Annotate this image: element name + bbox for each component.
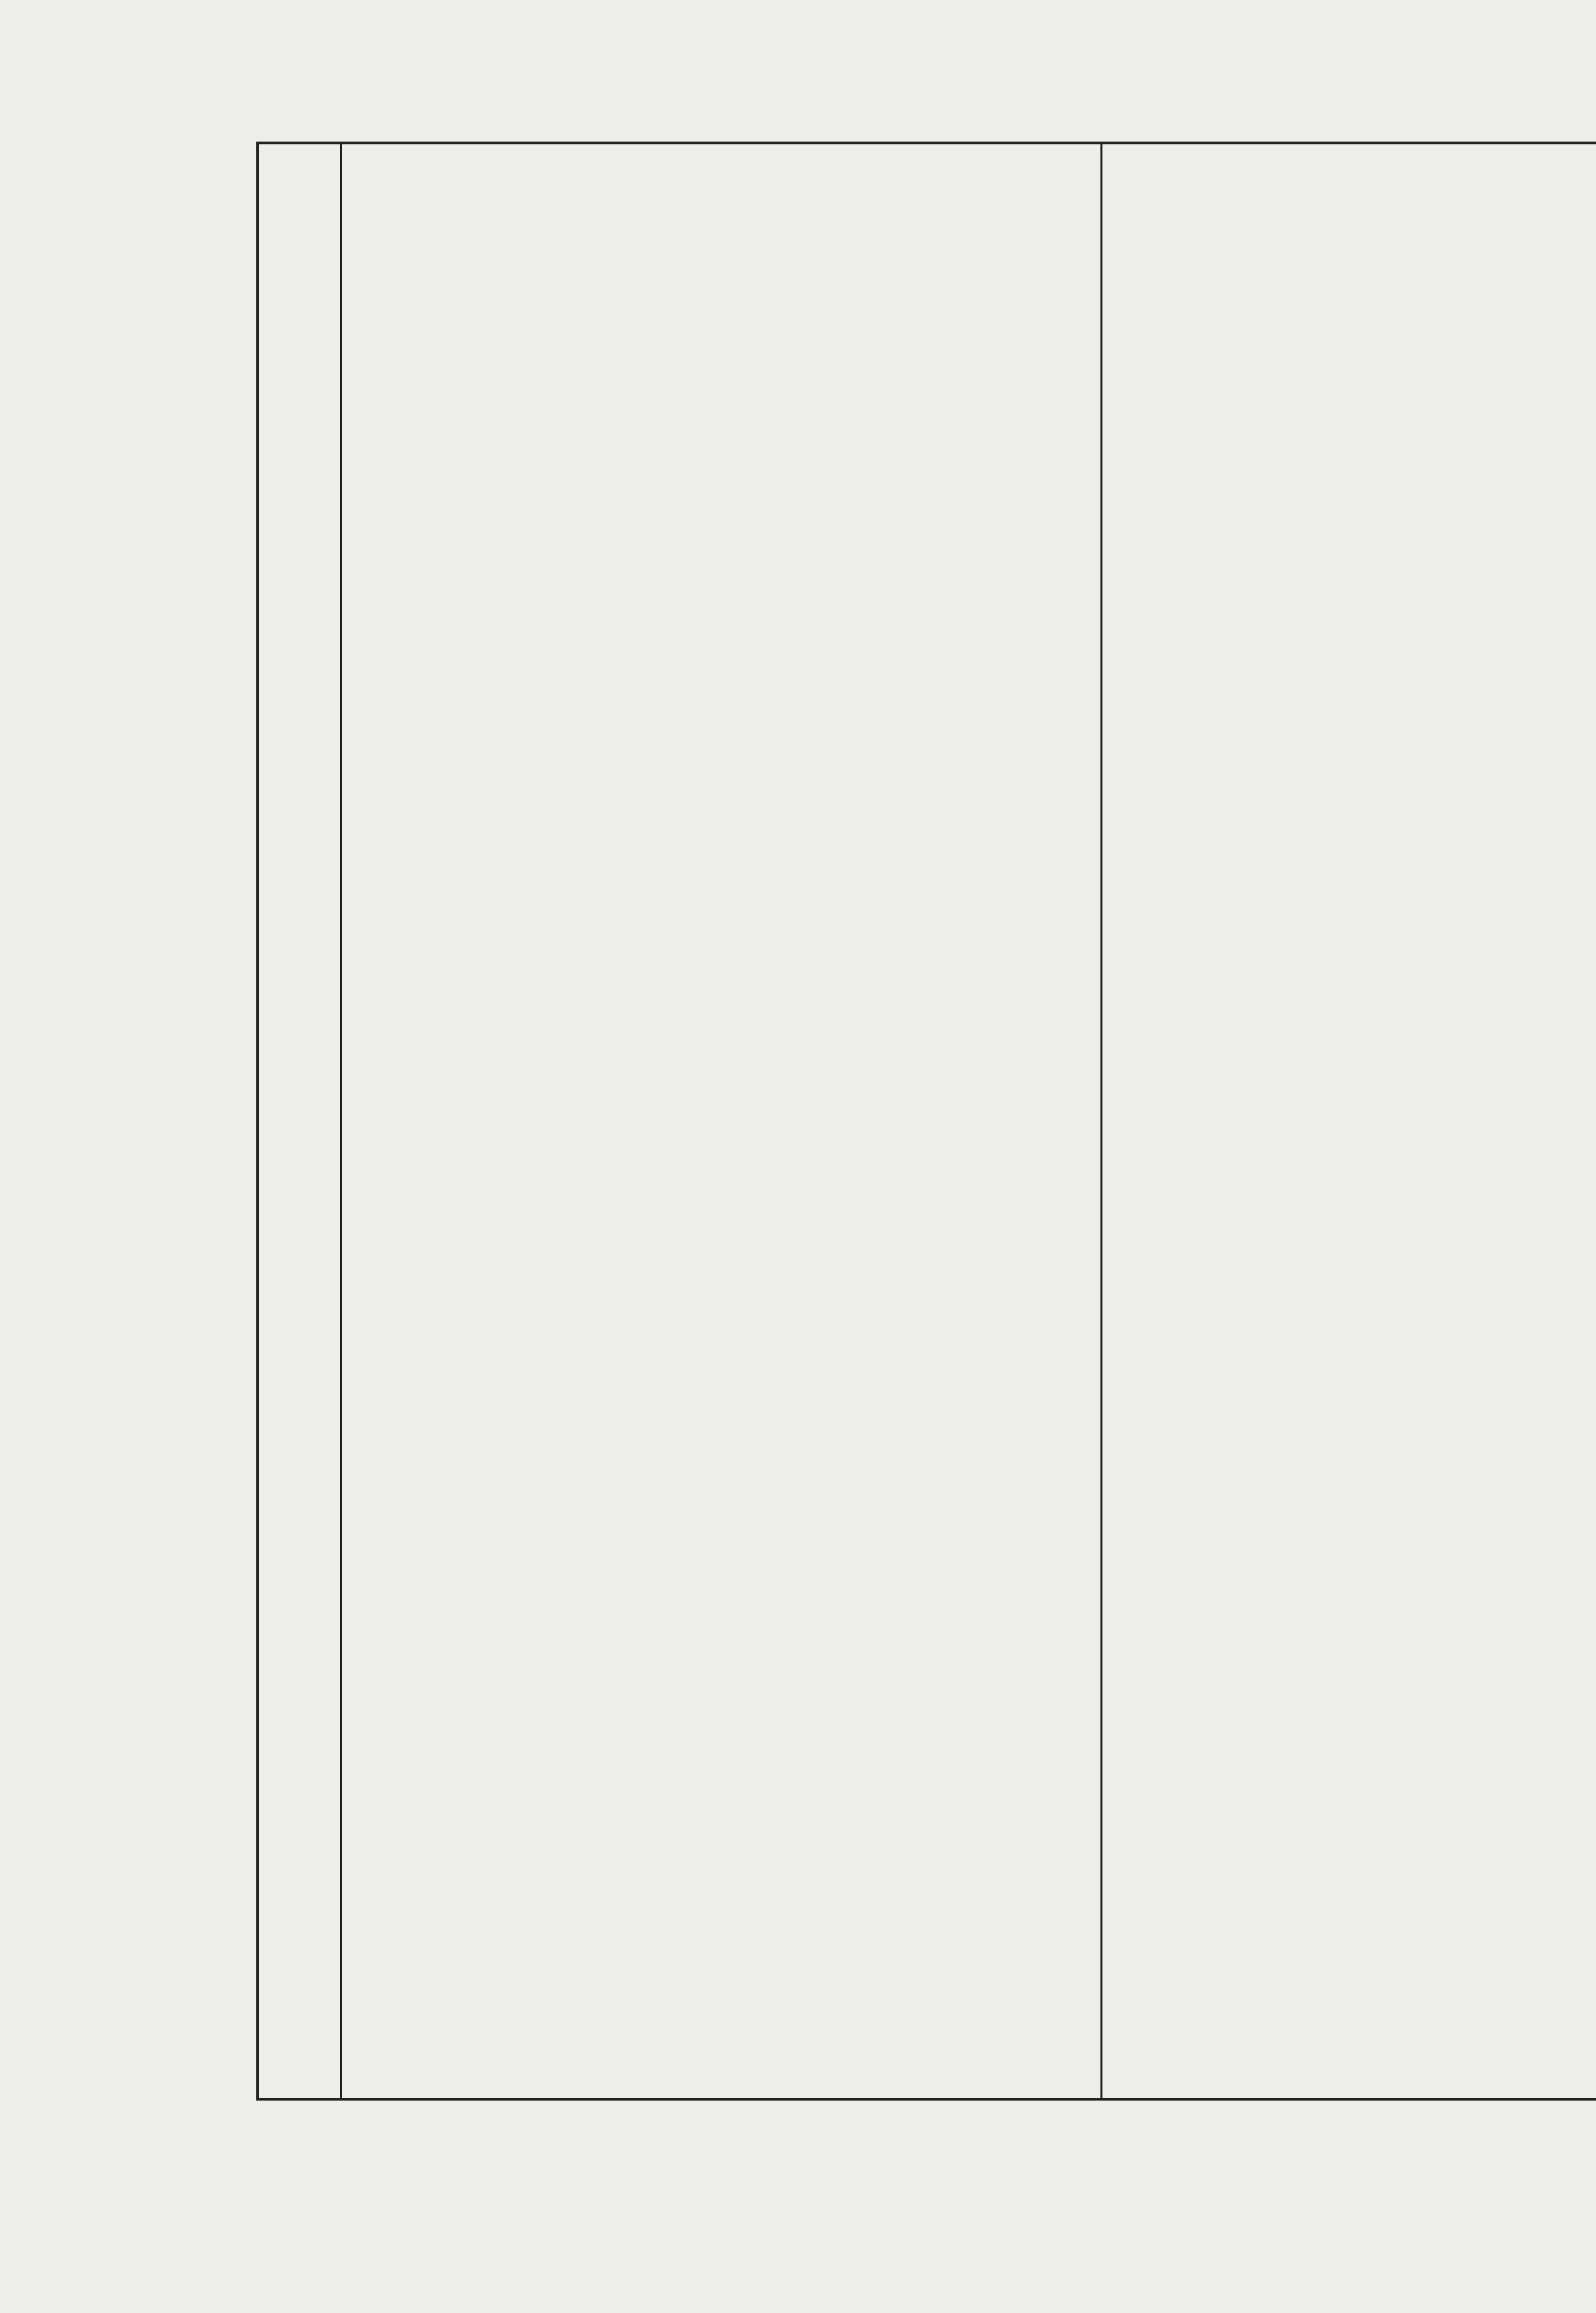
wind-section <box>1102 144 1596 2098</box>
table-caption <box>259 144 342 2098</box>
temperature-section <box>342 144 1102 2098</box>
rotated-table <box>256 142 1596 2101</box>
